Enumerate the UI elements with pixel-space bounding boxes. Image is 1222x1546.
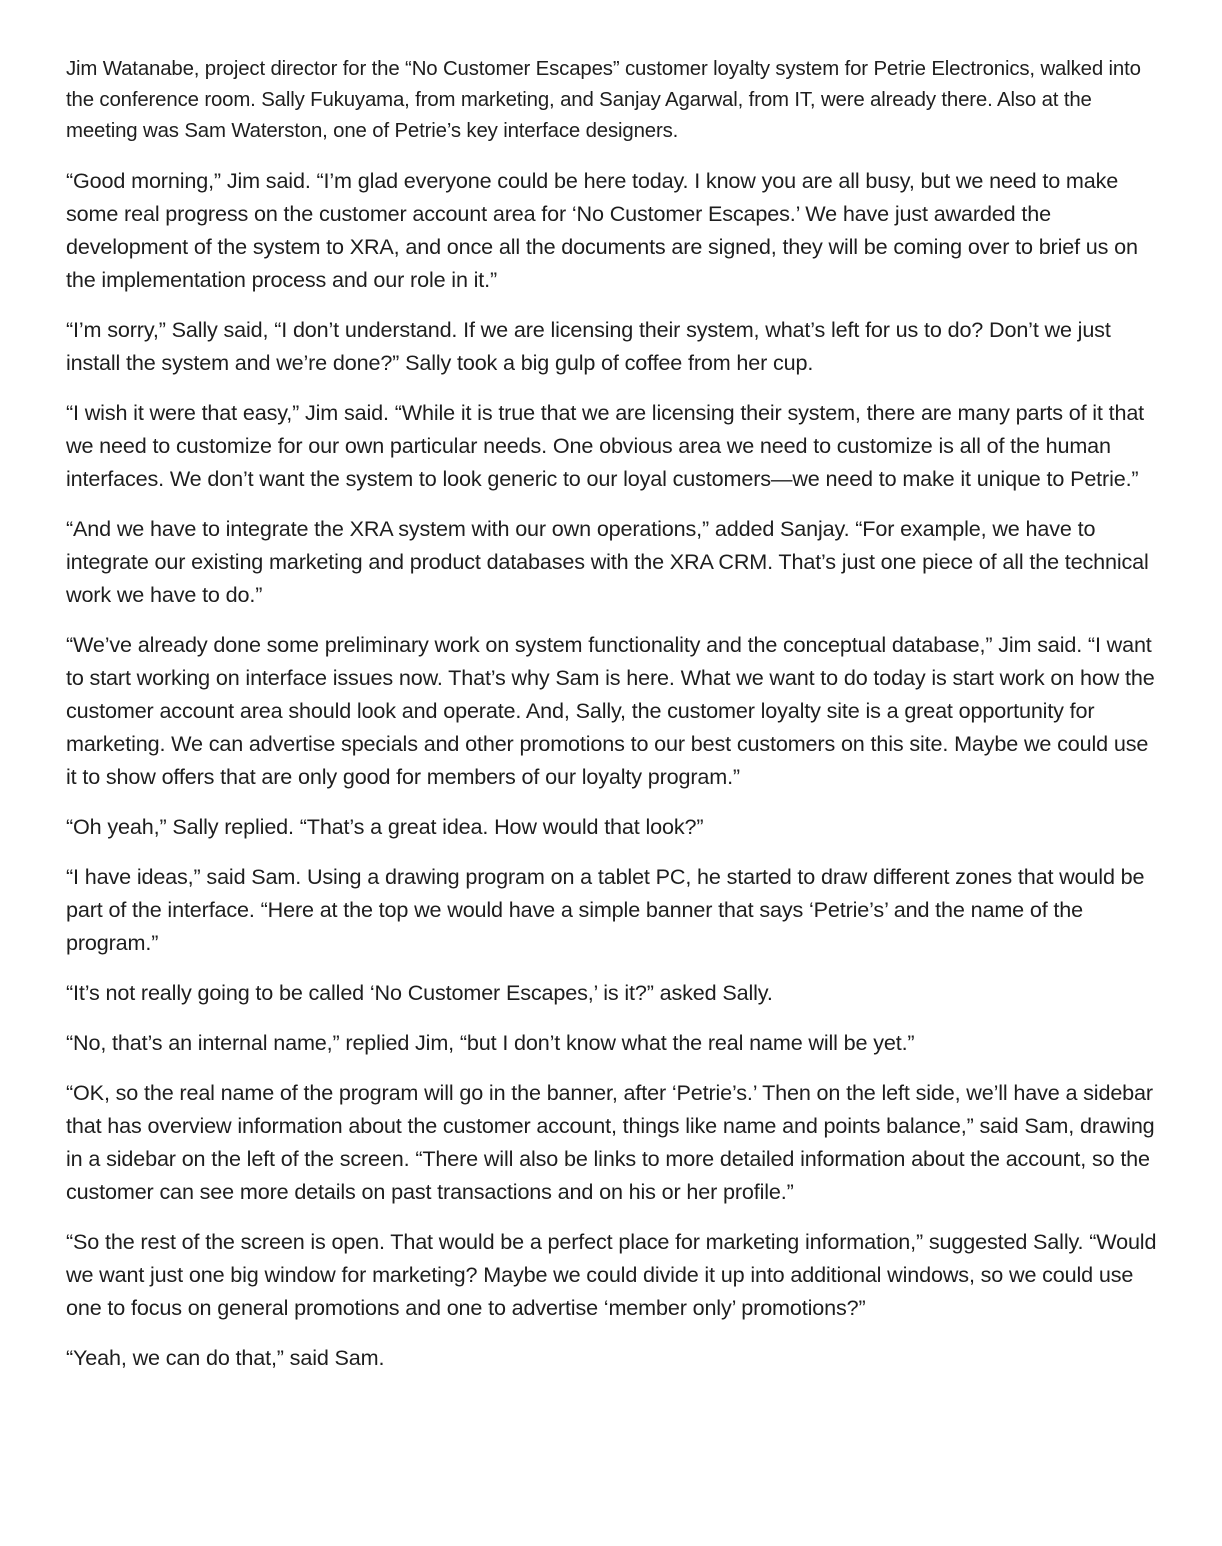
document-page xyxy=(66,54,1162,1391)
paragraph: “Yeah, we can do that,” said Sam. xyxy=(66,1345,385,1370)
paragraph: “It’s not really going to be called ‘No Customer Escapes,’ is it?” asked Sally. xyxy=(66,980,773,1005)
paragraph: “So the rest of the screen is open. That would be a perfect place for marketing information,” suggested Sally. “Would we want just one big window for marketing? Maybe we could divide it up into additional windows, so we could use one to focus on general promotions and one to advertise ‘member only’ promotions?” xyxy=(66,1229,1157,1320)
paragraph: “No, that’s an internal name,” replied Jim, “but I don’t know what the real name will be yet.” xyxy=(66,1030,915,1055)
paragraph: “OK, so the real name of the program will go in the banner, after ‘Petrie’s.’ Then on the left side, we’ll have a sidebar that has overview information about the customer account, things like name and points balance,” said Sam, drawing in a sidebar on the left of the screen. “There will also be links to more detailed information about the account, so the customer can see more details on past transactions and on his or her profile.” xyxy=(66,1080,1155,1204)
paragraph: “Good morning,” Jim said. “I’m glad everyone could be here today. I know you are all busy, but we need to make some real progress on the customer account area for ‘No Customer Escapes.’ We have just awarded the development of the system to XRA, and once all the documents are signed, they will be coming over to brief us on the implementation process and our role in it.” xyxy=(66,168,1138,292)
paragraph-intro: Jim Watanabe, project director for the “No Customer Escapes” customer loyalty system for Petrie Electronics, walked into the conference room. Sally Fukuyama, from marketing, and Sanjay Agarwal, from IT, were already there. Also at the meeting was Sam Waterston, one of Petrie’s key interface designers. xyxy=(66,58,1141,142)
paragraph: “And we have to integrate the XRA system with our own operations,” added Sanjay. “For example, we have to integrate our existing marketing and product databases with the XRA CRM. That’s just one piece of all the technical work we have to do.” xyxy=(66,516,1149,607)
paragraph: “I have ideas,” said Sam. Using a drawing program on a tablet PC, he started to draw different zones that would be part of the interface. “Here at the top we would have a simple banner that says ‘Petrie’s’ and the name of the program.” xyxy=(66,864,1145,955)
paragraph: “Oh yeah,” Sally replied. “That’s a great idea. How would that look?” xyxy=(66,814,704,839)
paragraph: “I’m sorry,” Sally said, “I don’t understand. If we are licensing their system, what’s left for us to do? Don’t we just install the system and we’re done?” Sally took a big gulp of coffee from her cup. xyxy=(66,317,1111,375)
paragraph: “We’ve already done some preliminary work on system functionality and the conceptual database,” Jim said. “I want to start working on interface issues now. That’s why Sam is here. What we want to do today is start work on how the customer account area should look and operate. And, Sally, the customer loyalty site is a great opportunity for marketing. We can advertise specials and other promotions to our best customers on this site. Maybe we could use it to show offers that are only good for members of our loyalty program.” xyxy=(66,632,1155,789)
paragraph: “I wish it were that easy,” Jim said. “While it is true that we are licensing their system, there are many parts of it that we need to customize for our own particular needs. One obvious area we need to customize is all of the human interfaces. We don’t want the system to look generic to our loyal customers—we need to make it unique to Petrie.” xyxy=(66,400,1145,491)
